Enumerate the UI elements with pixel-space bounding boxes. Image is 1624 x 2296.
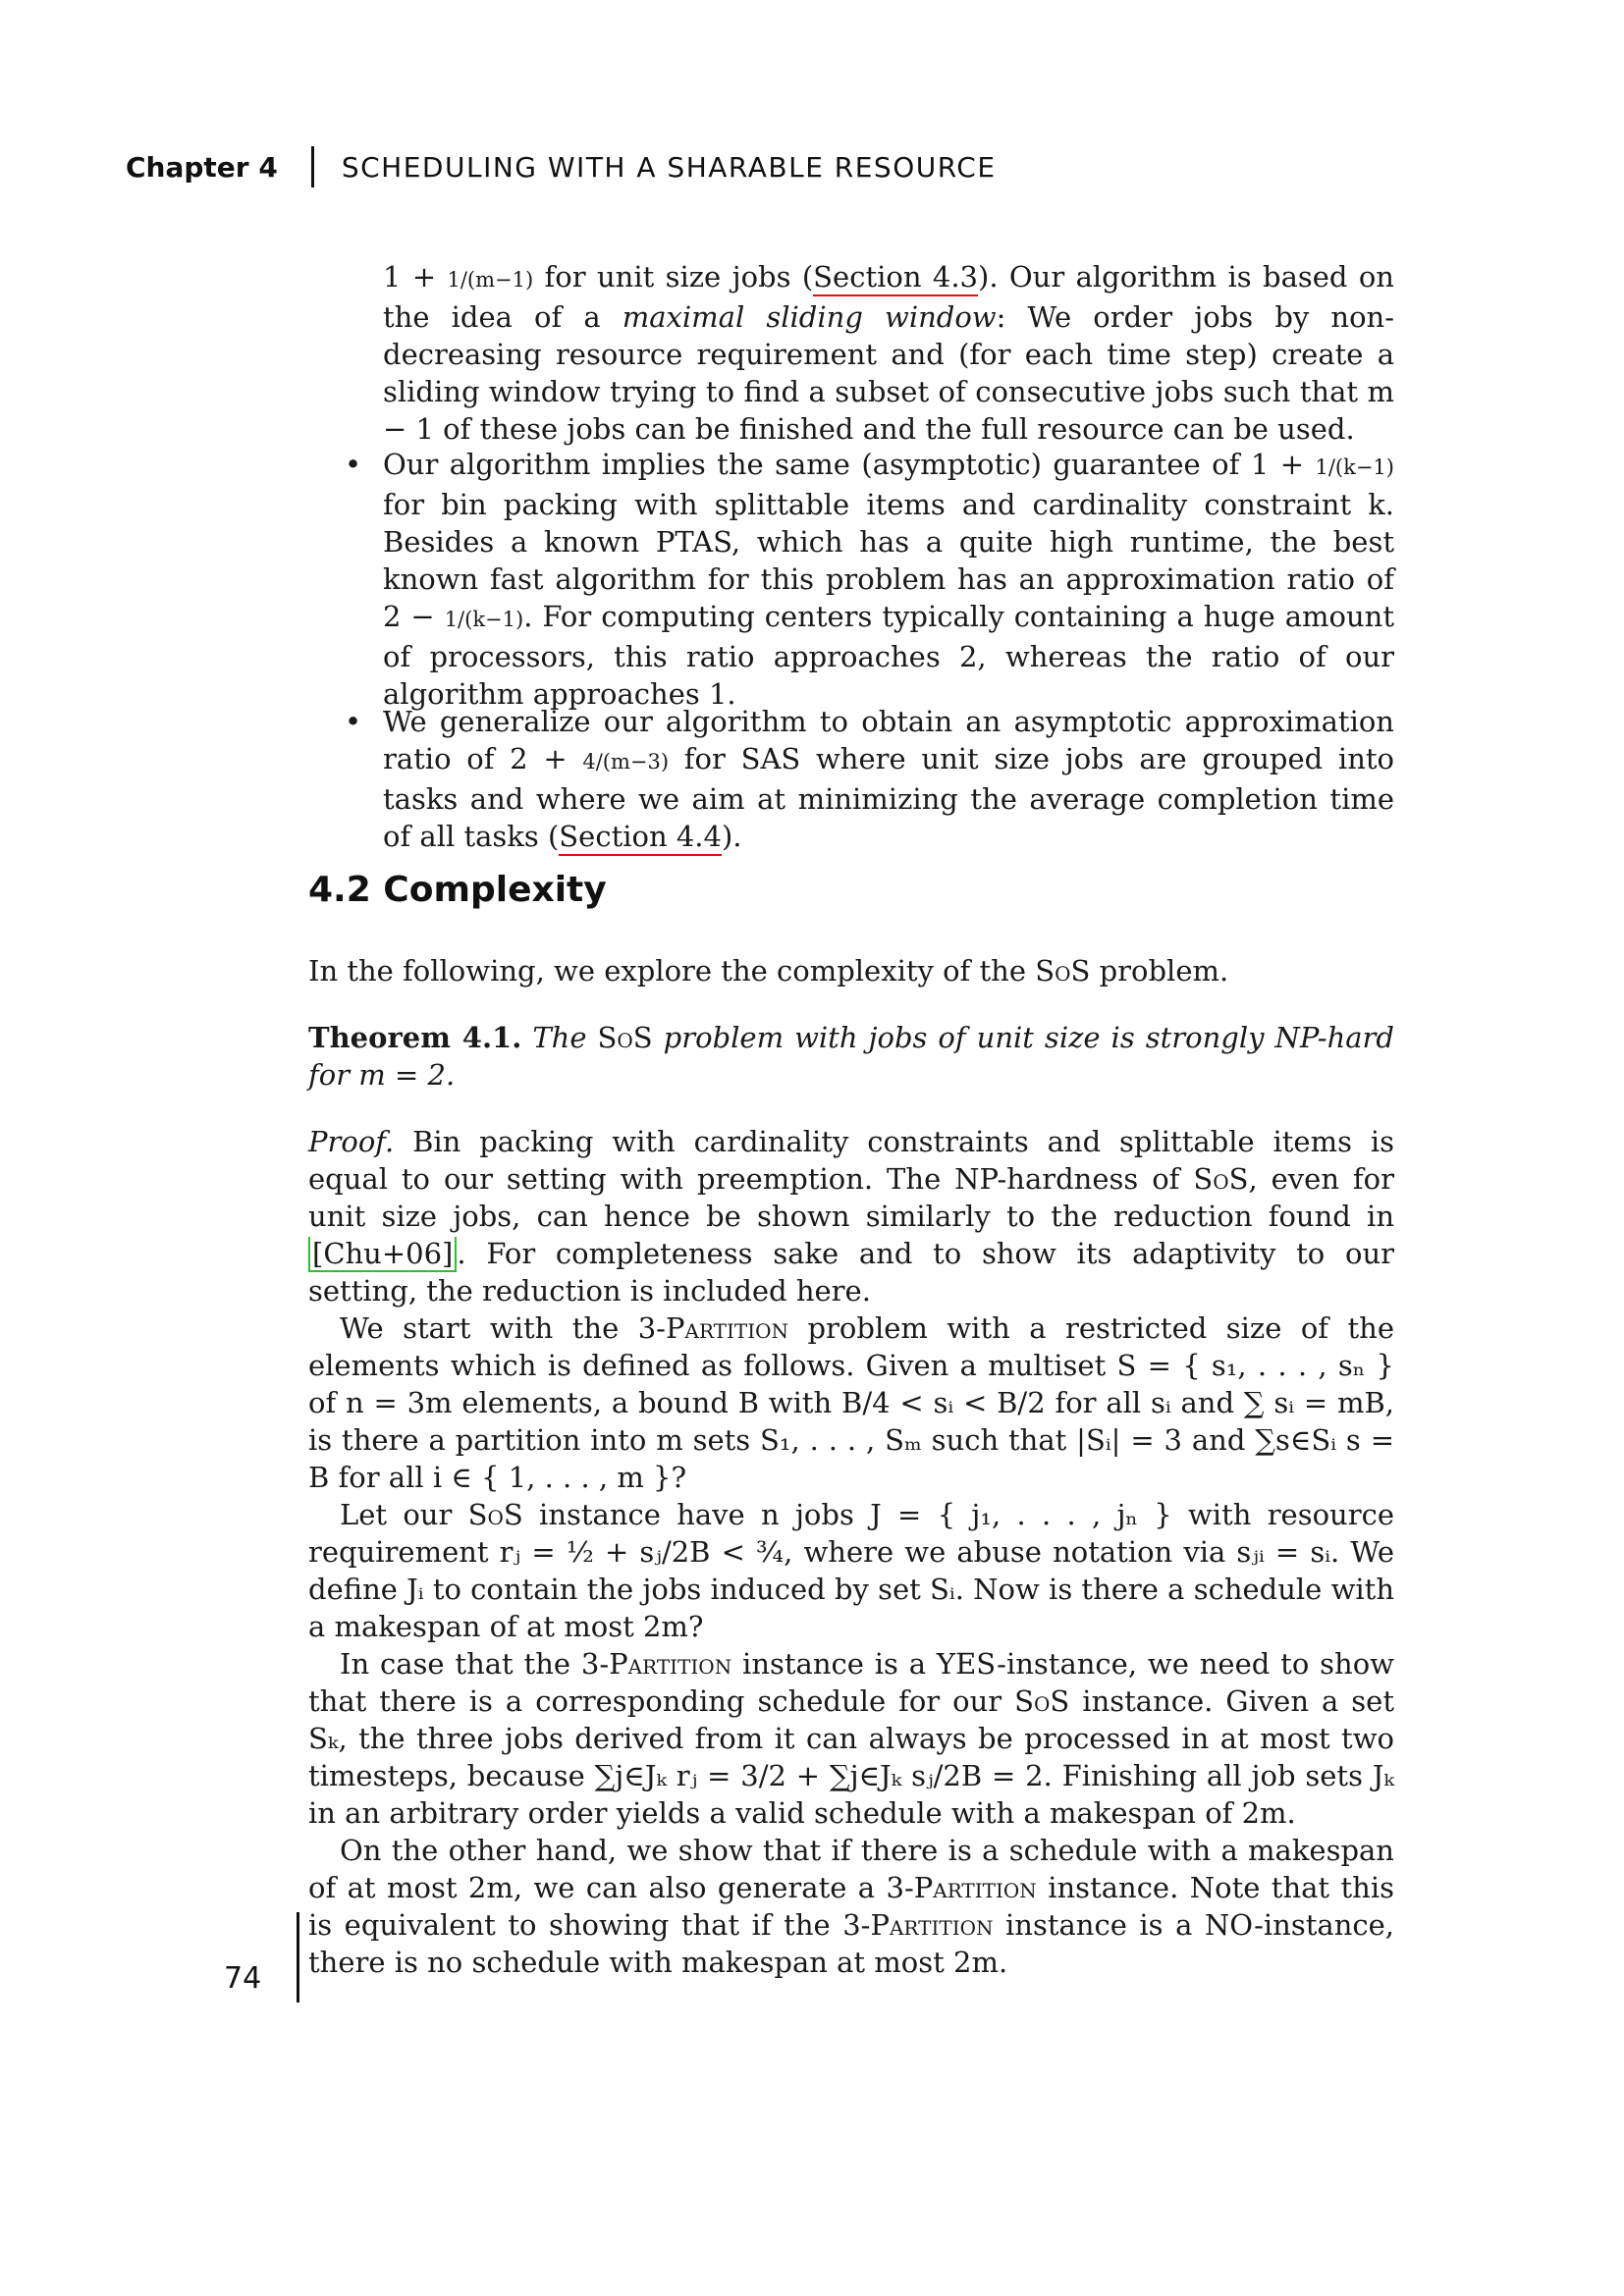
footer-divider bbox=[297, 1912, 299, 2002]
proof-paragraph bbox=[308, 1309, 1394, 1496]
continued-bullet-text bbox=[383, 258, 1394, 448]
bullet-list-1 bbox=[339, 446, 1394, 713]
proof-paragraph bbox=[308, 1645, 1394, 1832]
cont-text-post: : We order jobs by non-decreasing resource requirement and (for each time step) create a sliding window trying to find a subset of consecutive jobs such that m − 1 of these jobs can be finished and the full resource can be used. bbox=[383, 300, 1394, 446]
bullet-fraction: 1/(k−1) bbox=[444, 608, 524, 631]
partition-term: Partition bbox=[870, 1908, 994, 1942]
section-link-4-3[interactable]: Section 4.3 bbox=[813, 260, 978, 296]
bullet-text: We generalize our algorithm to obtain an asymptotic approximation ratio of 2 + bbox=[383, 705, 1394, 775]
proof-text: instance is a YES-instance, we need to show that there is a corresponding schedule for our bbox=[308, 1647, 1394, 1718]
header-divider bbox=[311, 146, 314, 187]
theorem bbox=[308, 1019, 1394, 1094]
cont-emphasis: maximal sliding window bbox=[622, 300, 997, 334]
proof-text: problem with a restricted size of the elements which is defined as follows. Given a multiset S = { s₁, . . . , sₙ } of n = 3m elements, a bound B with B/4 < sᵢ < B/2 for all sᵢ and ∑ sᵢ = mB, is there a partition into m sets S₁, . . . , Sₘ such that |Sᵢ| = 3 and ∑s∈Sᵢ s = B for all i ∈ { 1, . . . , m }? bbox=[308, 1311, 1394, 1494]
bullet-text: Our algorithm implies the same (asymptotic) guarantee of 1 + bbox=[383, 448, 1316, 481]
proof-paragraph bbox=[308, 1123, 1394, 1309]
bullet-fraction: 1/(k−1) bbox=[1315, 455, 1394, 479]
proof-text: instance have n jobs J = { j₁, . . . , jₙ } with resource requirement rⱼ = ½ + sⱼ/2B < ¾, where we abuse notation via sⱼᵢ = sᵢ. We define Jᵢ to contain the jobs induced by set Sᵢ. Now is there a schedule with a makespan of at most 2m? bbox=[308, 1498, 1395, 1643]
theorem-label: Theorem 4.1. bbox=[308, 1021, 522, 1054]
proof-text: Bin packing with cardinality constraints and splittable items is equal to our setting with preemption. The NP-hardness of bbox=[308, 1125, 1394, 1196]
proof-label: Proof. bbox=[308, 1125, 395, 1158]
sos-term: SoS bbox=[467, 1498, 523, 1531]
page-number: 74 bbox=[224, 1961, 262, 1996]
bullet-text: for bin packing with splittable items and cardinality constraint k. Besides a known PTAS, which has a quite high runtime, the best known fast algorithm for this problem has an approximation ratio of 2 − bbox=[383, 488, 1394, 633]
sos-term: SoS bbox=[1035, 954, 1091, 988]
proof-text: instance. Given a set Sₖ, the three jobs derived from it can always be processed in at most two timesteps, because ∑j∈Jₖ rⱼ = 3/2 + ∑j∈Jₖ sⱼ/2B = 2. Finishing all job sets Jₖ in an arbitrary order yields a valid schedule with a makespan of 2m. bbox=[308, 1684, 1395, 1830]
proof-text: On the other hand, we show that if there is a schedule with a makespan of at most 2m, we can also generate a 3- bbox=[308, 1834, 1394, 1904]
cont-text-pre: 1 + bbox=[383, 260, 448, 294]
intro-paragraph bbox=[308, 952, 1394, 989]
sos-term: SoS bbox=[1193, 1162, 1249, 1196]
intro-text: In the following, we explore the complexity of the bbox=[308, 954, 1036, 988]
proof-text: instance is a NO-instance, there is no schedule with makespan at most 2m. bbox=[308, 1908, 1394, 1979]
sos-term: SoS bbox=[597, 1021, 653, 1054]
intro-text: problem. bbox=[1090, 954, 1229, 988]
cont-fraction: 1/(m−1) bbox=[447, 268, 534, 292]
proof-paragraph bbox=[308, 1832, 1394, 1981]
section-link-4-4[interactable]: Section 4.4 bbox=[559, 820, 722, 856]
proof-text: In case that the 3- bbox=[340, 1647, 610, 1681]
bullet-icon: • bbox=[345, 705, 362, 738]
citation-link[interactable]: [Chu+06] bbox=[308, 1237, 457, 1272]
theorem-text: The bbox=[521, 1021, 598, 1054]
sas-term: SAS bbox=[740, 742, 801, 775]
bullet-icon: • bbox=[345, 448, 362, 481]
proof-block bbox=[308, 1123, 1394, 1981]
bullet-text: for bbox=[669, 742, 741, 775]
cont-text-mid2: ). Our algorithm is based on the idea of a bbox=[383, 260, 1394, 334]
partition-term: Partition bbox=[609, 1647, 732, 1681]
chapter-label: Chapter 4 bbox=[126, 150, 278, 184]
theorem-text: problem with jobs of unit size is strongly NP-hard for m = 2. bbox=[308, 1021, 1394, 1092]
proof-paragraph bbox=[308, 1496, 1394, 1645]
proof-text: We start with the 3- bbox=[340, 1311, 666, 1345]
proof-text: , even for unit size jobs, can hence be shown similarly to the reduction found in bbox=[308, 1162, 1394, 1233]
proof-text: Let our bbox=[340, 1498, 468, 1531]
proof-text: instance. Note that this is equivalent to showing that if the 3- bbox=[308, 1871, 1394, 1942]
cont-text-mid: for unit size jobs ( bbox=[533, 260, 814, 294]
running-header bbox=[126, 147, 997, 187]
partition-term: Partition bbox=[913, 1871, 1037, 1904]
bullet-text: where unit size jobs are grouped into tasks and where we aim at minimizing the average completion time of all tasks ( bbox=[383, 742, 1395, 853]
sos-term: SoS bbox=[1014, 1684, 1070, 1718]
bullet-list-2 bbox=[339, 703, 1394, 855]
bullet-item bbox=[339, 703, 1394, 855]
proof-text: . For completeness sake and to show its adaptivity to our setting, the reduction is included here. bbox=[308, 1237, 1394, 1308]
bullet-item bbox=[339, 446, 1394, 713]
partition-term: Partition bbox=[665, 1311, 789, 1345]
bullet-text: ). bbox=[721, 820, 742, 853]
bullet-fraction: 4/(m−3) bbox=[582, 750, 670, 774]
section-heading: 4.2 Complexity bbox=[308, 870, 607, 910]
chapter-title: SCHEDULING WITH A SHARABLE RESOURCE bbox=[341, 150, 997, 184]
bullet-text: . For computing centers typically containing a huge amount of processors, this ratio approaches 2, whereas the ratio of our algorithm approaches 1. bbox=[383, 600, 1394, 711]
